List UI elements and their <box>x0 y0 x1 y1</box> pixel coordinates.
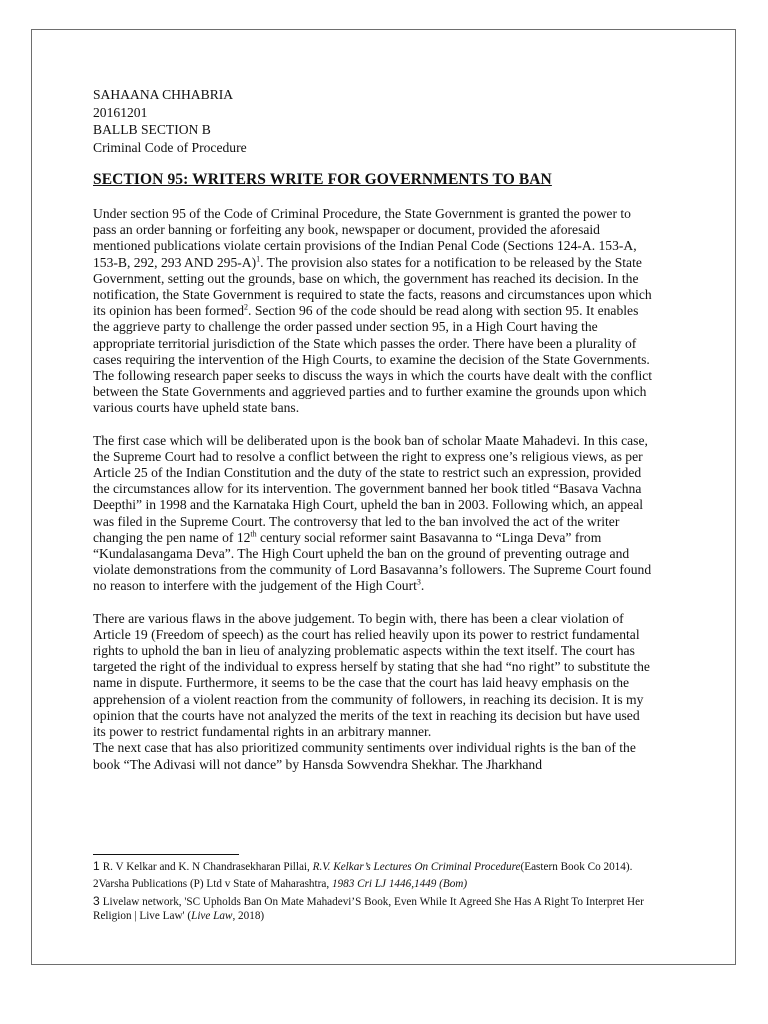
footnote-3-text-a: Livelaw network, 'SC Upholds Ban On Mate Mahadevi’S Book, Even While It Agreed She Has A Right To Interpret Her Religion | Live Law' ( <box>93 896 644 922</box>
footnotes <box>93 859 653 926</box>
footnote-separator <box>93 854 239 855</box>
paragraph-2-text-c: . <box>420 578 425 594</box>
subject-name: Criminal Code of Procedure <box>93 139 247 155</box>
footnote-1 <box>93 859 653 874</box>
paragraph-2-text-a: The first case which will be deliberated upon is the book ban of scholar Maate Mahadevi. In this case, the Supreme Court had to resolve a conflict between the right to express one’s religious views, as per Article 25 of the Indian Constitution and the duty of the state to restrict such an expression, provided the circumstances allow for its intervention. The government banned her book titled “Basava Vachna Deepthi” in 1998 and the Karnataka High Court, upheld the ban in 2003. Following which, an appeal was filed in the Supreme Court. The controversy that led to the ban involved the act of the writer changing the pen name of 12 <box>93 432 648 545</box>
footnote-3-text-b: , 2018) <box>232 910 265 922</box>
footnote-ref-1[interactable]: 1 <box>256 254 261 264</box>
superscript-th: th <box>250 529 257 539</box>
student-name: SAHAANA CHHABRIA <box>93 87 234 102</box>
paragraph-1-text-b: . The provision also states for a notification to be released by the State Government, setting out the grounds, base on which, the government has reached its decision. In the notification, the State Government is required to state the facts, reasons and circumstances upon which its opinion has been formed <box>93 254 652 319</box>
student-roll-number: 20161201 <box>93 104 148 120</box>
footnote-3 <box>93 894 653 923</box>
paragraph-2-text-b: century social reformer saint Basavanna to “Linga Deva” from “Kundalasangama Deva”. The High Court upheld the ban on the ground of preventing outrage and violate demonstrations from the community of Lord Basavanna’s followers. The Supreme Court found no reason to interfere with the judgement of the High Court <box>93 529 652 594</box>
paragraph-3: There are various flaws in the above judgement. To begin with, there has been a clear violation of Article 19 (Freedom of speech) as the court has relied heavily upon its power to restrict fundamental rights to uphold the ban in lieu of analyzing problematic aspects within the text itself. The court has targeted the right of the individual to express herself by stating that she had “no right” to substitute the name in dispute. Furthermore, it seems to be the case that the court has laid heavy emphasis on the apprehension of a violent reaction from the community of followers, in reaching its decision. It is my opinion that the courts have not analyzed the merits of the text in reaching its decision but have used its power to restrict fundamental rights in an arbitrary manner. <box>93 610 650 740</box>
footnote-2-text-a: Varsha Publications (P) Ltd v State of Maharashtra, <box>98 878 332 890</box>
paragraph-1 <box>93 206 653 417</box>
footnote-1-text-b: (Eastern Book Co 2014). <box>520 861 633 873</box>
footnote-1-text-a: R. V Kelkar and K. N Chandrasekharan Pillai, <box>102 861 313 873</box>
paragraph-1-text-a: Under section 95 of the Code of Criminal Procedure, the State Government is granted the power to pass an order banning or forfeiting any book, newspaper or document, provided the aforesaid mentioned publications violate certain provisions of the Indian Penal Code (Sections 124-A. 153-A, 153-B, 292, 293 AND 295-A) <box>93 206 637 270</box>
footnote-ref-2[interactable]: 2 <box>244 302 249 312</box>
footnote-1-mark: 1 <box>93 859 100 873</box>
student-course: BALLB SECTION B <box>93 122 211 137</box>
footnote-2-mark: 2 <box>93 878 99 890</box>
footnote-1-book-title: R.V. Kelkar’s Lectures On Criminal Procedure <box>312 861 521 873</box>
student-header <box>93 86 653 156</box>
footnote-2 <box>93 877 653 891</box>
document-body <box>93 86 653 773</box>
footnote-2-citation: 1983 Cri LJ 1446,1449 (Bom) <box>331 878 468 890</box>
paragraph-1-text-c: . Section 96 of the code should be read along with section 95. It enables the aggrieve party to challenge the order passed under section 95, in a High Court having the appropriate territorial jurisdiction of the State which passes the order. There have been a plurality of cases requiring the intervention of the High Courts, to examine the decision of the State Governments. The following research paper seeks to discuss the ways in which the courts have dealt with the conflict between the State Governments and aggrieved parties and to further examine the grounds upon which various courts have upheld state bans. <box>93 303 653 416</box>
paragraph-4: The next case that has also prioritized community sentiments over individual rights is the ban of the book “The Adivasi will not dance” by Hansda Sowvendra Shekhar. The Jharkhand <box>93 740 636 772</box>
footnote-ref-3[interactable]: 3 <box>416 577 421 587</box>
footnote-3-mark: 3 <box>93 894 100 908</box>
paragraph-2 <box>93 433 653 595</box>
footnote-3-source: Live Law <box>191 910 233 922</box>
document-title: SECTION 95: WRITERS WRITE FOR GOVERNMENTS TO BAN <box>93 171 552 188</box>
